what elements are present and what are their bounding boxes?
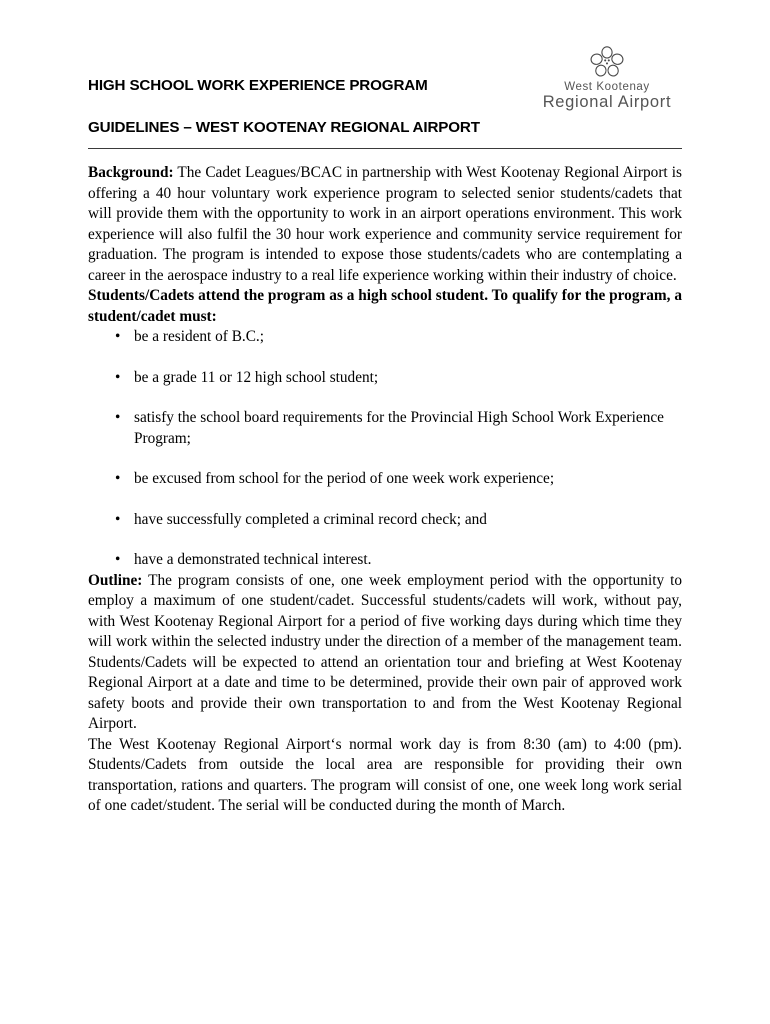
list-item bbox=[88, 550, 682, 571]
requirements-list bbox=[88, 327, 682, 571]
list-item-label: be excused from school for the period of one week work experience; bbox=[134, 470, 555, 487]
bullet-icon: • bbox=[115, 470, 121, 487]
bullet-icon: • bbox=[115, 551, 121, 568]
document-headings bbox=[88, 78, 682, 135]
page-title: HIGH SCHOOL WORK EXPERIENCE PROGRAM bbox=[88, 77, 428, 94]
page-subtitle: GUIDELINES – WEST KOOTENAY REGIONAL AIRPORT bbox=[88, 119, 480, 137]
list-item bbox=[88, 510, 682, 531]
logo-line-2: Regional Airport bbox=[542, 93, 672, 112]
bullet-icon: • bbox=[115, 328, 121, 345]
paragraph-background bbox=[88, 163, 682, 286]
dogwood-flower-icon bbox=[590, 46, 624, 78]
bullet-icon: • bbox=[115, 409, 121, 426]
list-item-label: be a resident of B.C.; bbox=[134, 328, 264, 345]
outline-text: The program consists of one, one week employment period with the opportunity to employ a maximum of one student/cadet. Successful students/cadets will work, without pay, with West Kootenay Regional Airport for a period of five working days during which time they will work within the selected industry under the direction of a member of the management team. Students/Cadets will be expected to attend an orientation tour and briefing at West Kootenay Regional Airport at a date and time to be determined, provide their own pair of approved work safety boots and provide their own transportation to and from the West Kootenay Regional Airport. bbox=[88, 571, 682, 732]
paragraph-outline bbox=[88, 571, 682, 735]
list-item-label: satisfy the school board requirements for the Provincial High School Work Experience Program; bbox=[134, 409, 664, 447]
paragraph-qualify-intro: Students/Cadets attend the program as a high school student. To qualify for the program, a student/cadet must: bbox=[88, 287, 682, 325]
list-item-label: be a grade 11 or 12 high school student; bbox=[134, 368, 379, 386]
paragraph-hours: The West Kootenay Regional Airport‘s normal work day is from 8:30 (am) to 4:00 (pm). Students/Cadets from outside the local area are responsible for providing their own transportation, rations and quarters. The program will consist of one, one week long work serial of one cadet/student. The serial will be conducted during the month of March. bbox=[88, 735, 682, 814]
list-item bbox=[88, 327, 682, 348]
background-text: The Cadet Leagues/BCAC in partnership with West Kootenay Regional Airport is offering a 40 hour voluntary work experience program to selected senior students/cadets that will provide them with the opportunity to work in an airport operations environment. This work experience will also fulfil the 30 hour work experience and community service requirement for graduation. The program is intended to expose those students/cadets who are contemplating a career in the aerospace industry to a real life experience working within their industry of choice. bbox=[88, 164, 682, 284]
bullet-icon: • bbox=[115, 368, 121, 386]
list-item-label: have successfully completed a criminal record check; and bbox=[134, 510, 487, 528]
logo-line-1: West Kootenay bbox=[564, 81, 650, 93]
bullet-icon: • bbox=[115, 510, 121, 528]
list-item bbox=[88, 408, 682, 449]
list-item-label: have a demonstrated technical interest. bbox=[134, 551, 372, 568]
outline-label: Outline: bbox=[88, 571, 143, 589]
list-item bbox=[88, 368, 682, 389]
header-divider bbox=[88, 148, 682, 149]
list-item bbox=[88, 469, 682, 490]
background-label: Background: bbox=[88, 164, 174, 181]
document-body bbox=[88, 163, 682, 817]
